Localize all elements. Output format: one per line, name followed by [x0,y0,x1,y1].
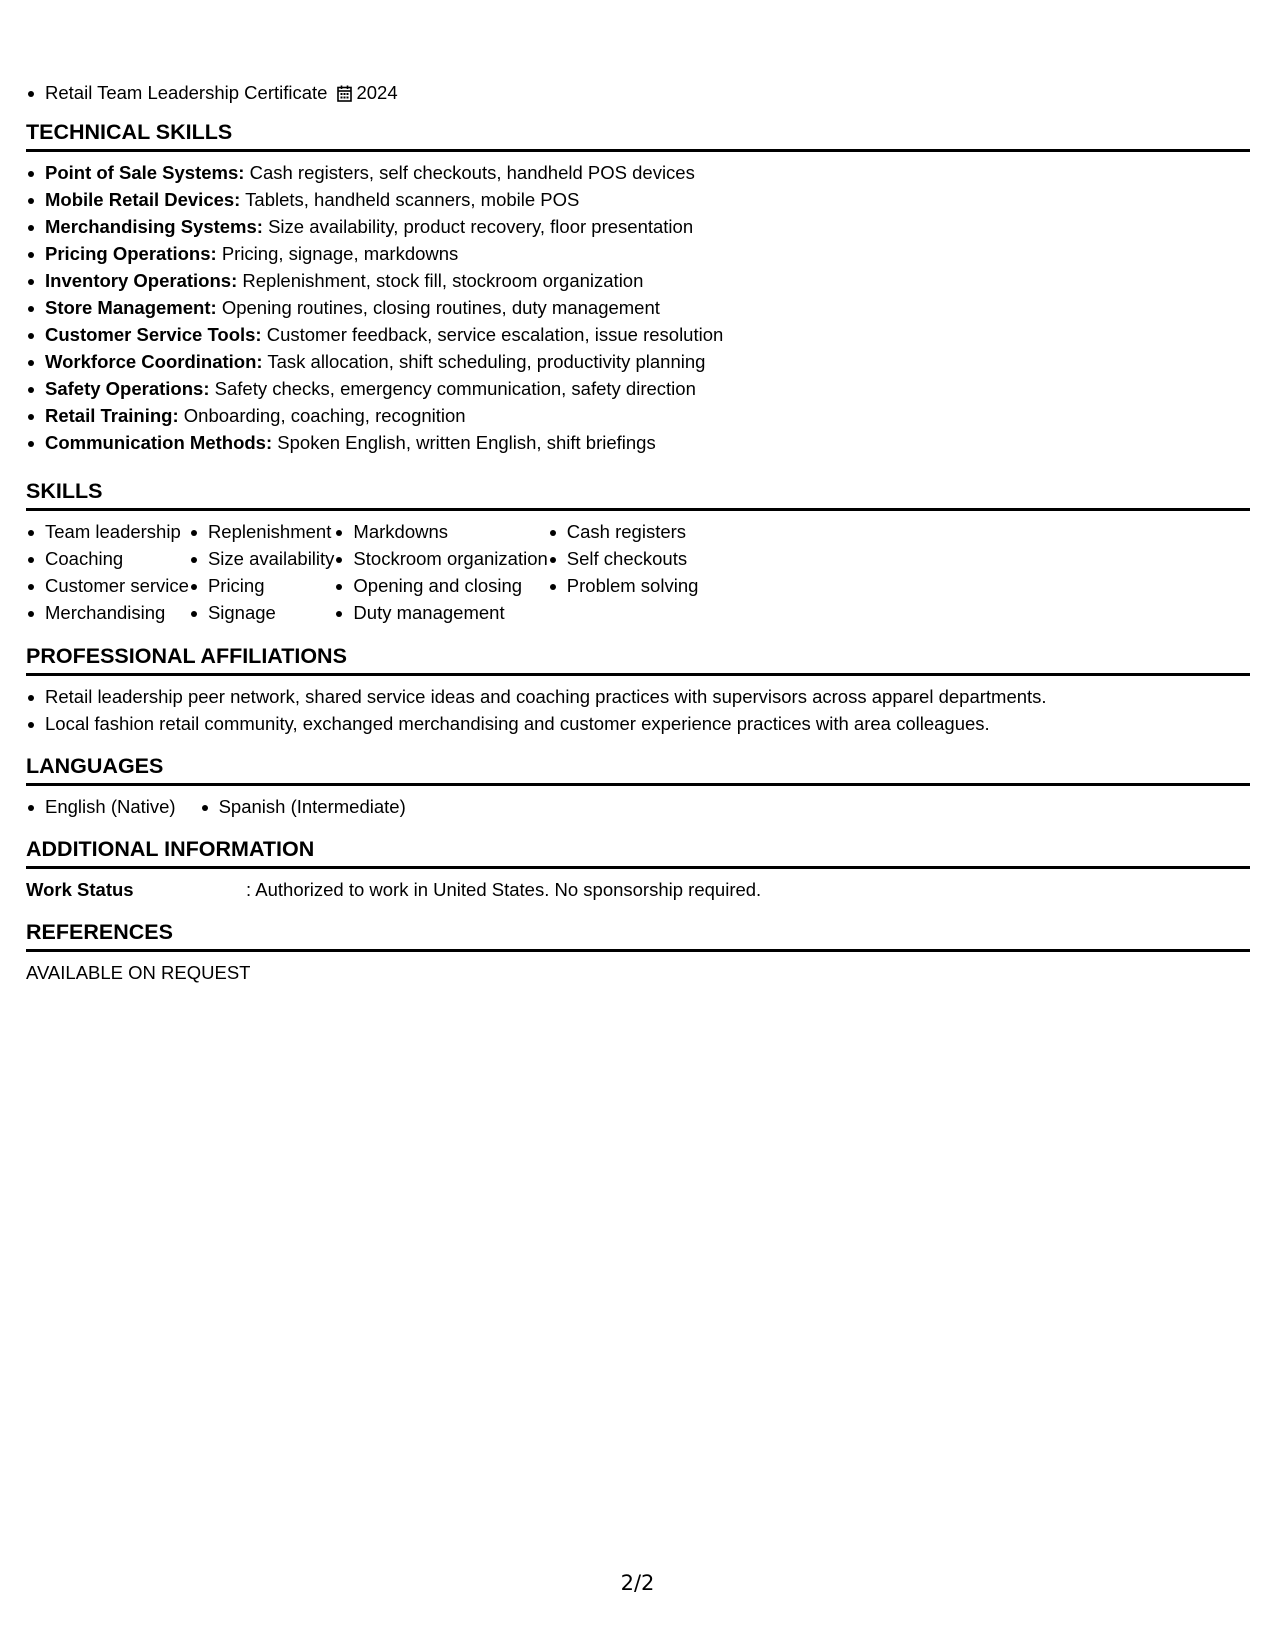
list-item: Merchandising [26,599,189,626]
skill-values: Size availability, product recovery, floor presentation [268,216,694,237]
skill-category: Communication Methods: [45,432,273,453]
section-title-affiliations: PROFESSIONAL AFFILIATIONS [26,644,347,668]
list-item: Team leadership [26,518,189,545]
list-item: Stockroom organization [334,545,547,572]
skill-category: Workforce Coordination: [45,351,263,372]
section-divider [26,866,1250,869]
skill-category: Safety Operations: [45,378,210,399]
skill-category: Retail Training: [45,405,179,426]
list-item [26,321,723,348]
list-item: Customer service [26,572,189,599]
list-item: Duty management [334,599,547,626]
list-item: Pricing [189,572,334,599]
skills-column [189,518,334,626]
skill-values: Task allocation, shift scheduling, productivity planning [267,351,706,372]
section-divider [26,783,1250,786]
list-item: Coaching [26,545,189,572]
list-item [26,348,723,375]
page-number: 2/2 [620,1571,655,1595]
list-item [26,429,723,456]
list-item: Signage [189,599,334,626]
work-status-label: Work Status [26,879,134,900]
work-status-value: : Authorized to work in United States. No sponsorship required. [246,879,762,900]
certificate-name: Retail Team Leadership Certificate [45,82,328,103]
skill-values: Cash registers, self checkouts, handheld POS devices [249,162,695,183]
list-item: Cash registers [548,518,699,545]
list-item: Local fashion retail community, exchanged merchandising and customer experience practices with area colleagues. [26,710,1047,737]
list-item [26,159,723,186]
certificate-year: 2024 [356,82,398,103]
affiliations-list [26,683,1047,737]
list-item [26,294,723,321]
skill-values: Opening routines, closing routines, duty management [221,297,660,318]
list-item: Self checkouts [548,545,699,572]
list-item: Spanish (Intermediate) [200,793,406,820]
section-title-languages: LANGUAGES [26,754,164,778]
skill-values: Safety checks, emergency communication, safety direction [214,378,696,399]
skill-values: Replenishment, stock fill, stockroom organization [242,270,644,291]
section-divider [26,949,1250,952]
list-item [26,375,723,402]
calendar-icon [337,82,352,109]
list-item: Opening and closing [334,572,547,599]
section-title-technical-skills: TECHNICAL SKILLS [26,120,233,144]
list-item: Problem solving [548,572,699,599]
list-item: Size availability [189,545,334,572]
skill-values: Pricing, signage, markdowns [221,243,459,264]
skill-values: Customer feedback, service escalation, issue resolution [266,324,724,345]
section-title-skills: SKILLS [26,479,103,503]
list-item: English (Native) [26,793,176,820]
section-divider [26,149,1250,152]
skills-column [334,518,547,626]
skill-values: Tablets, handheld scanners, mobile POS [245,189,580,210]
skill-category: Inventory Operations: [45,270,238,291]
section-divider [26,508,1250,511]
section-title-additional-information: ADDITIONAL INFORMATION [26,837,315,861]
skills-column [548,518,699,626]
list-item: Replenishment [189,518,334,545]
list-item: Markdowns [334,518,547,545]
skills-column [26,518,189,626]
skill-category: Pricing Operations: [45,243,217,264]
references-text: AVAILABLE ON REQUEST [26,962,251,983]
section-divider [26,673,1250,676]
list-item [26,240,723,267]
list-item [26,79,398,106]
certification-list [26,79,398,106]
list-item [26,186,723,213]
languages-list [26,793,430,820]
skill-category: Store Management: [45,297,217,318]
skill-values: Onboarding, coaching, recognition [183,405,466,426]
skill-category: Merchandising Systems: [45,216,263,237]
skills-columns [26,518,698,626]
work-status-row [26,876,1250,903]
list-item [26,267,723,294]
skill-category: Mobile Retail Devices: [45,189,241,210]
section-title-references: REFERENCES [26,920,173,944]
list-item: Retail leadership peer network, shared service ideas and coaching practices with supervisors across apparel departments. [26,683,1047,710]
skill-values: Spoken English, written English, shift briefings [277,432,656,453]
skill-category: Point of Sale Systems: [45,162,245,183]
list-item [26,213,723,240]
skill-category: Customer Service Tools: [45,324,262,345]
list-item [26,402,723,429]
technical-skills-list [26,159,723,456]
